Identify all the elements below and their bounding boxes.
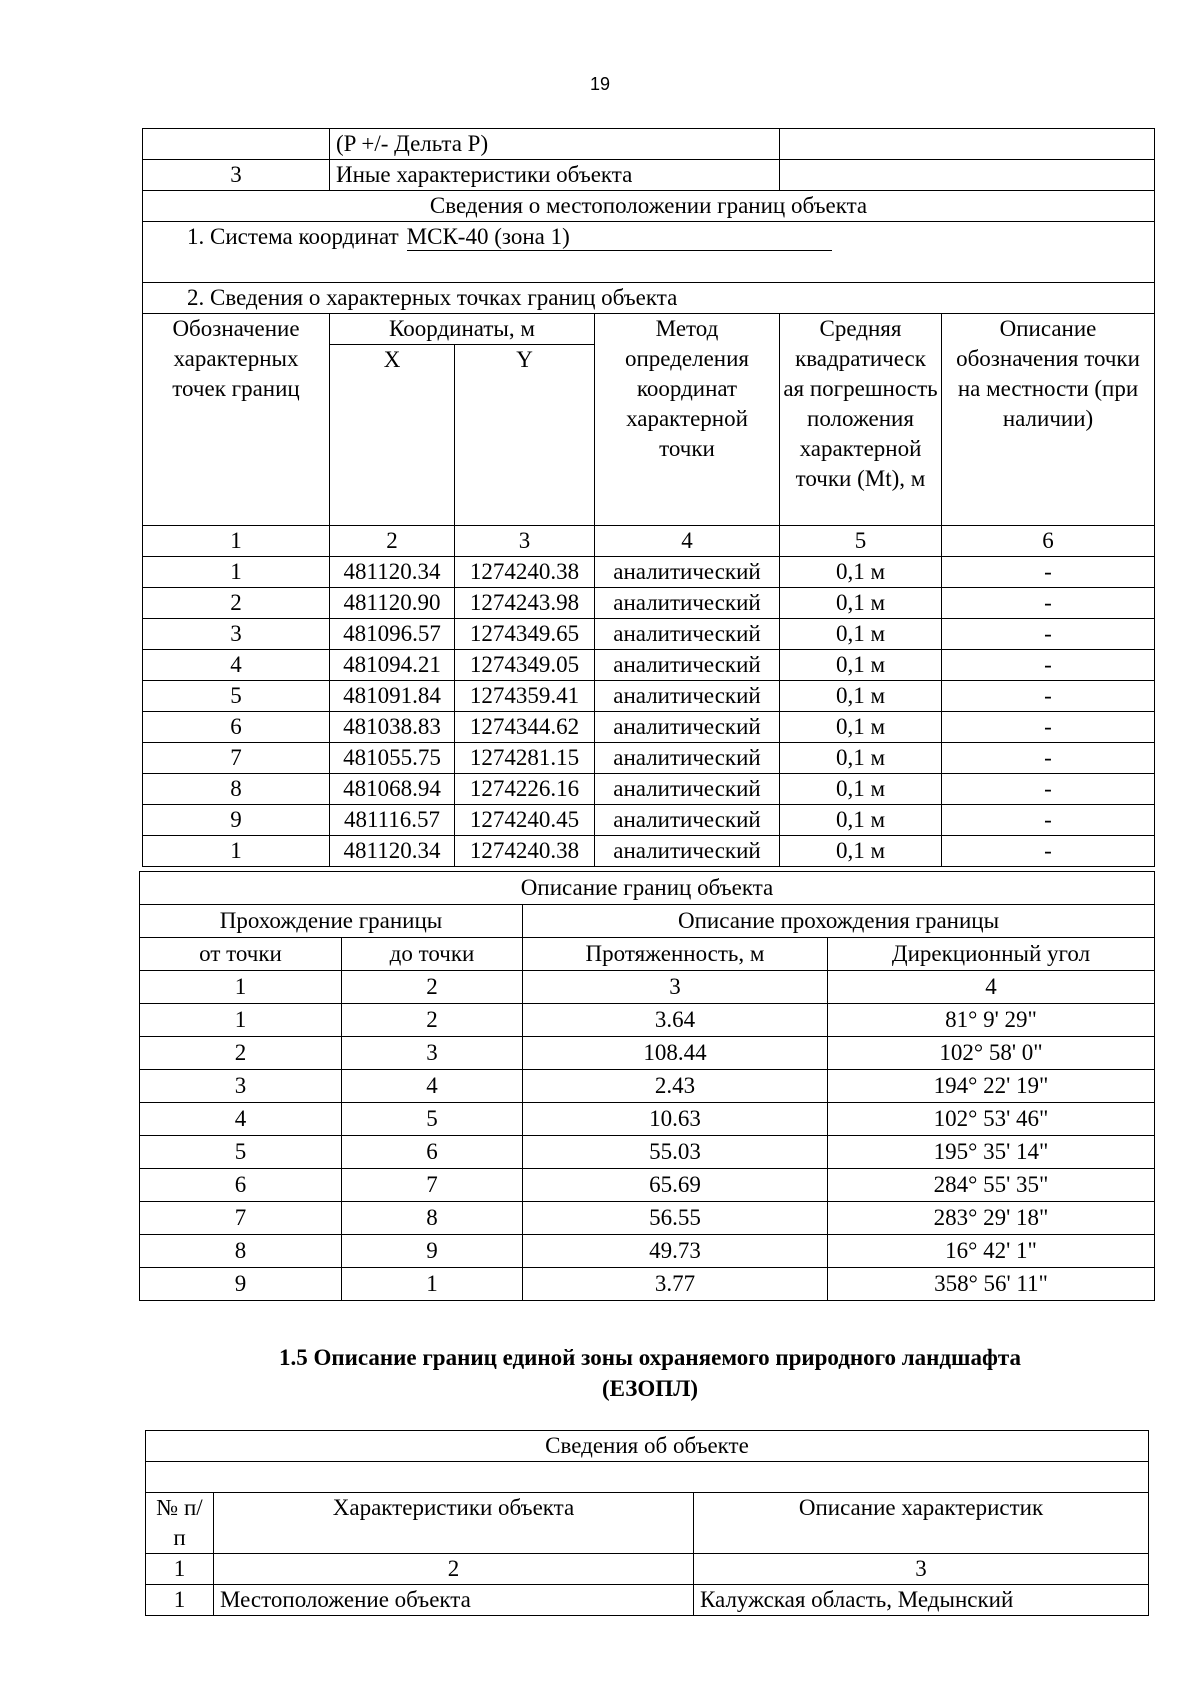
column-number: 6	[942, 526, 1155, 557]
x-coordinate: 481091.84	[330, 681, 455, 712]
method-cell: аналитический	[595, 588, 780, 619]
x-coordinate: 481120.34	[330, 557, 455, 588]
error-cell: 0,1 м	[780, 681, 942, 712]
header-row	[143, 314, 1155, 345]
angle-header: Дирекционный угол	[828, 938, 1155, 971]
angle-cell: 102° 53' 46"	[828, 1103, 1155, 1136]
angle-cell: 102° 58' 0"	[828, 1037, 1155, 1070]
column-number-row	[143, 526, 1155, 557]
length-cell: 108.44	[523, 1037, 828, 1070]
from-point: 8	[140, 1235, 342, 1268]
length-header: Протяженность, м	[523, 938, 828, 971]
from-point: 3	[140, 1070, 342, 1103]
method-cell: аналитический	[595, 805, 780, 836]
table-row	[140, 1103, 1155, 1136]
column-number: 1	[140, 971, 342, 1004]
error-cell: 0,1 м	[780, 650, 942, 681]
point-number: 6	[143, 712, 330, 743]
section-heading-line1: 1.5 Описание границ единой зоны охраняемого природного ландшафта	[279, 1345, 1021, 1370]
table-row	[146, 1585, 1149, 1616]
table-row	[143, 283, 1155, 314]
column-number: 2	[342, 971, 523, 1004]
column-number: 5	[780, 526, 942, 557]
table-row	[140, 1268, 1155, 1301]
angle-cell: 16° 42' 1"	[828, 1235, 1155, 1268]
column-number-row	[140, 971, 1155, 1004]
num-header: № п/п	[146, 1493, 214, 1554]
table-row	[146, 1462, 1149, 1493]
point-number: 1	[143, 557, 330, 588]
to-point-header: до точки	[342, 938, 523, 971]
characteristic-label: (P +/- Дельта P)	[336, 131, 489, 156]
column-number: 3	[694, 1554, 1149, 1585]
table-row	[143, 588, 1155, 619]
header-row	[140, 905, 1155, 938]
to-point: 8	[342, 1202, 523, 1235]
characteristic-value-cell	[780, 129, 1155, 160]
empty-row	[146, 1462, 1149, 1493]
table-row	[143, 712, 1155, 743]
passage-header: Прохождение границы	[140, 905, 523, 938]
x-coordinate: 481055.75	[330, 743, 455, 774]
column-number: 4	[828, 971, 1155, 1004]
error-header: Средняя квадратическ ая погрешность положения характерной точки (Mt), м	[780, 314, 942, 526]
to-point: 2	[342, 1004, 523, 1037]
coord-system-value: МСК-40 (зона 1)	[407, 224, 832, 251]
from-point: 2	[140, 1037, 342, 1070]
y-coordinate: 1274344.62	[455, 712, 595, 743]
angle-cell: 195° 35' 14"	[828, 1136, 1155, 1169]
description-cell: -	[942, 712, 1155, 743]
method-cell: аналитический	[595, 650, 780, 681]
length-cell: 2.43	[523, 1070, 828, 1103]
y-coordinate: 1274240.45	[455, 805, 595, 836]
from-point-header: от точки	[140, 938, 342, 971]
table-row	[143, 160, 1155, 191]
table-row	[146, 1431, 1149, 1462]
x-coordinate: 481096.57	[330, 619, 455, 650]
y-coordinate: 1274349.65	[455, 619, 595, 650]
page-number: 19	[589, 74, 611, 94]
column-number: 3	[523, 971, 828, 1004]
coordinates-header: Координаты, м	[330, 314, 595, 345]
error-cell: 0,1 м	[780, 774, 942, 805]
y-header: Y	[455, 345, 595, 526]
boundary-table-title: Описание границ объекта	[140, 872, 1155, 905]
point-number: 4	[143, 650, 330, 681]
y-coordinate: 1274226.16	[455, 774, 595, 805]
table-row	[143, 619, 1155, 650]
description-cell: -	[942, 774, 1155, 805]
error-cell: 0,1 м	[780, 588, 942, 619]
section-heading-line2: (ЕЗОПЛ)	[602, 1376, 698, 1401]
x-coordinate: 481120.34	[330, 836, 455, 867]
point-number: 9	[143, 805, 330, 836]
point-number: 7	[143, 743, 330, 774]
to-point: 3	[342, 1037, 523, 1070]
x-coordinate: 481068.94	[330, 774, 455, 805]
column-number-row	[146, 1554, 1149, 1585]
to-point: 1	[342, 1268, 523, 1301]
x-coordinate: 481116.57	[330, 805, 455, 836]
table-row	[140, 1070, 1155, 1103]
table-row	[140, 1136, 1155, 1169]
x-header: X	[330, 345, 455, 526]
length-cell: 49.73	[523, 1235, 828, 1268]
table-row	[140, 1169, 1155, 1202]
column-number: 2	[214, 1554, 694, 1585]
boundary-table	[139, 871, 1155, 1301]
column-number: 1	[143, 526, 330, 557]
to-point: 9	[342, 1235, 523, 1268]
table-row	[143, 191, 1155, 222]
table-row	[140, 1037, 1155, 1070]
from-point: 4	[140, 1103, 342, 1136]
length-cell: 65.69	[523, 1169, 828, 1202]
angle-cell: 194° 22' 19"	[828, 1070, 1155, 1103]
passage-description-header: Описание прохождения границы	[523, 905, 1155, 938]
error-cell: 0,1 м	[780, 712, 942, 743]
point-number: 3	[143, 619, 330, 650]
description-cell: -	[942, 557, 1155, 588]
description-cell: -	[942, 805, 1155, 836]
characteristic-cell	[330, 129, 780, 160]
error-cell: 0,1 м	[780, 836, 942, 867]
error-cell: 0,1 м	[780, 619, 942, 650]
description-cell: -	[942, 743, 1155, 774]
description-cell: -	[942, 619, 1155, 650]
description-cell: -	[942, 588, 1155, 619]
characteristic-label: Иные характеристики объекта	[336, 162, 633, 187]
object-table-title: Сведения об объекте	[146, 1431, 1149, 1462]
table-row	[143, 774, 1155, 805]
point-number: 2	[143, 588, 330, 619]
to-point: 5	[342, 1103, 523, 1136]
point-number: 1	[143, 836, 330, 867]
table-row	[143, 129, 1155, 160]
row-number-cell: 1	[146, 1585, 214, 1616]
description-cell: -	[942, 681, 1155, 712]
angle-cell: 358° 56' 11"	[828, 1268, 1155, 1301]
table-row	[143, 650, 1155, 681]
length-cell: 55.03	[523, 1136, 828, 1169]
method-cell: аналитический	[595, 681, 780, 712]
table-row	[143, 222, 1155, 283]
y-coordinate: 1274359.41	[455, 681, 595, 712]
x-coordinate: 481120.90	[330, 588, 455, 619]
from-point: 1	[140, 1004, 342, 1037]
length-cell: 3.64	[523, 1004, 828, 1037]
to-point: 4	[342, 1070, 523, 1103]
column-number: 4	[595, 526, 780, 557]
error-cell: 0,1 м	[780, 743, 942, 774]
table-row	[143, 557, 1155, 588]
method-cell: аналитический	[595, 836, 780, 867]
point-number: 8	[143, 774, 330, 805]
location-section-title: Сведения о местоположении границ объекта	[143, 191, 1155, 222]
table-row	[143, 836, 1155, 867]
length-cell: 3.77	[523, 1268, 828, 1301]
header-row	[140, 938, 1155, 971]
method-cell: аналитический	[595, 557, 780, 588]
x-coordinate: 481038.83	[330, 712, 455, 743]
points-table	[142, 128, 1155, 867]
description-cell: Калужская область, Медынский	[694, 1585, 1149, 1616]
row-number-cell: 3	[143, 160, 330, 191]
y-coordinate: 1274240.38	[455, 836, 595, 867]
column-number: 3	[455, 526, 595, 557]
y-coordinate: 1274281.15	[455, 743, 595, 774]
error-cell: 0,1 м	[780, 557, 942, 588]
angle-cell: 81° 9' 29"	[828, 1004, 1155, 1037]
method-cell: аналитический	[595, 743, 780, 774]
table-row	[143, 681, 1155, 712]
to-point: 6	[342, 1136, 523, 1169]
characteristic-cell: Местоположение объекта	[214, 1585, 694, 1616]
column-number: 2	[330, 526, 455, 557]
method-cell: аналитический	[595, 712, 780, 743]
y-coordinate: 1274240.38	[455, 557, 595, 588]
coord-system-cell	[143, 222, 1155, 283]
object-table	[145, 1430, 1149, 1616]
header-row	[146, 1493, 1149, 1554]
table-row	[143, 743, 1155, 774]
y-coordinate: 1274349.05	[455, 650, 595, 681]
method-cell: аналитический	[595, 774, 780, 805]
angle-cell: 283° 29' 18"	[828, 1202, 1155, 1235]
description-cell: -	[942, 650, 1155, 681]
table-row	[143, 805, 1155, 836]
characteristic-value-cell	[780, 160, 1155, 191]
description-cell: -	[942, 836, 1155, 867]
characteristics-header: Характеристики объекта	[214, 1493, 694, 1554]
length-cell: 56.55	[523, 1202, 828, 1235]
from-point: 5	[140, 1136, 342, 1169]
description-header: Описание обозначения точки на местности (при наличии)	[942, 314, 1155, 526]
from-point: 9	[140, 1268, 342, 1301]
from-point: 7	[140, 1202, 342, 1235]
method-header: Метод определения координат характерной точки	[595, 314, 780, 526]
to-point: 7	[342, 1169, 523, 1202]
angle-cell: 284° 55' 35"	[828, 1169, 1155, 1202]
x-coordinate: 481094.21	[330, 650, 455, 681]
table-row	[140, 1235, 1155, 1268]
table-row	[140, 1004, 1155, 1037]
table-row	[140, 1202, 1155, 1235]
y-coordinate: 1274243.98	[455, 588, 595, 619]
characteristic-cell	[330, 160, 780, 191]
point-number: 5	[143, 681, 330, 712]
column-number: 1	[146, 1554, 214, 1585]
error-cell: 0,1 м	[780, 805, 942, 836]
from-point: 6	[140, 1169, 342, 1202]
length-cell: 10.63	[523, 1103, 828, 1136]
section-heading	[150, 1342, 1150, 1404]
row-number-cell	[143, 129, 330, 160]
designation-header: Обозначение характерных точек границ	[143, 314, 330, 526]
description-header: Описание характеристик	[694, 1493, 1149, 1554]
points-section-title: 2. Сведения о характерных точках границ объекта	[143, 283, 1155, 314]
method-cell: аналитический	[595, 619, 780, 650]
table-row	[140, 872, 1155, 905]
coord-system-label: 1. Система координат	[187, 224, 399, 249]
